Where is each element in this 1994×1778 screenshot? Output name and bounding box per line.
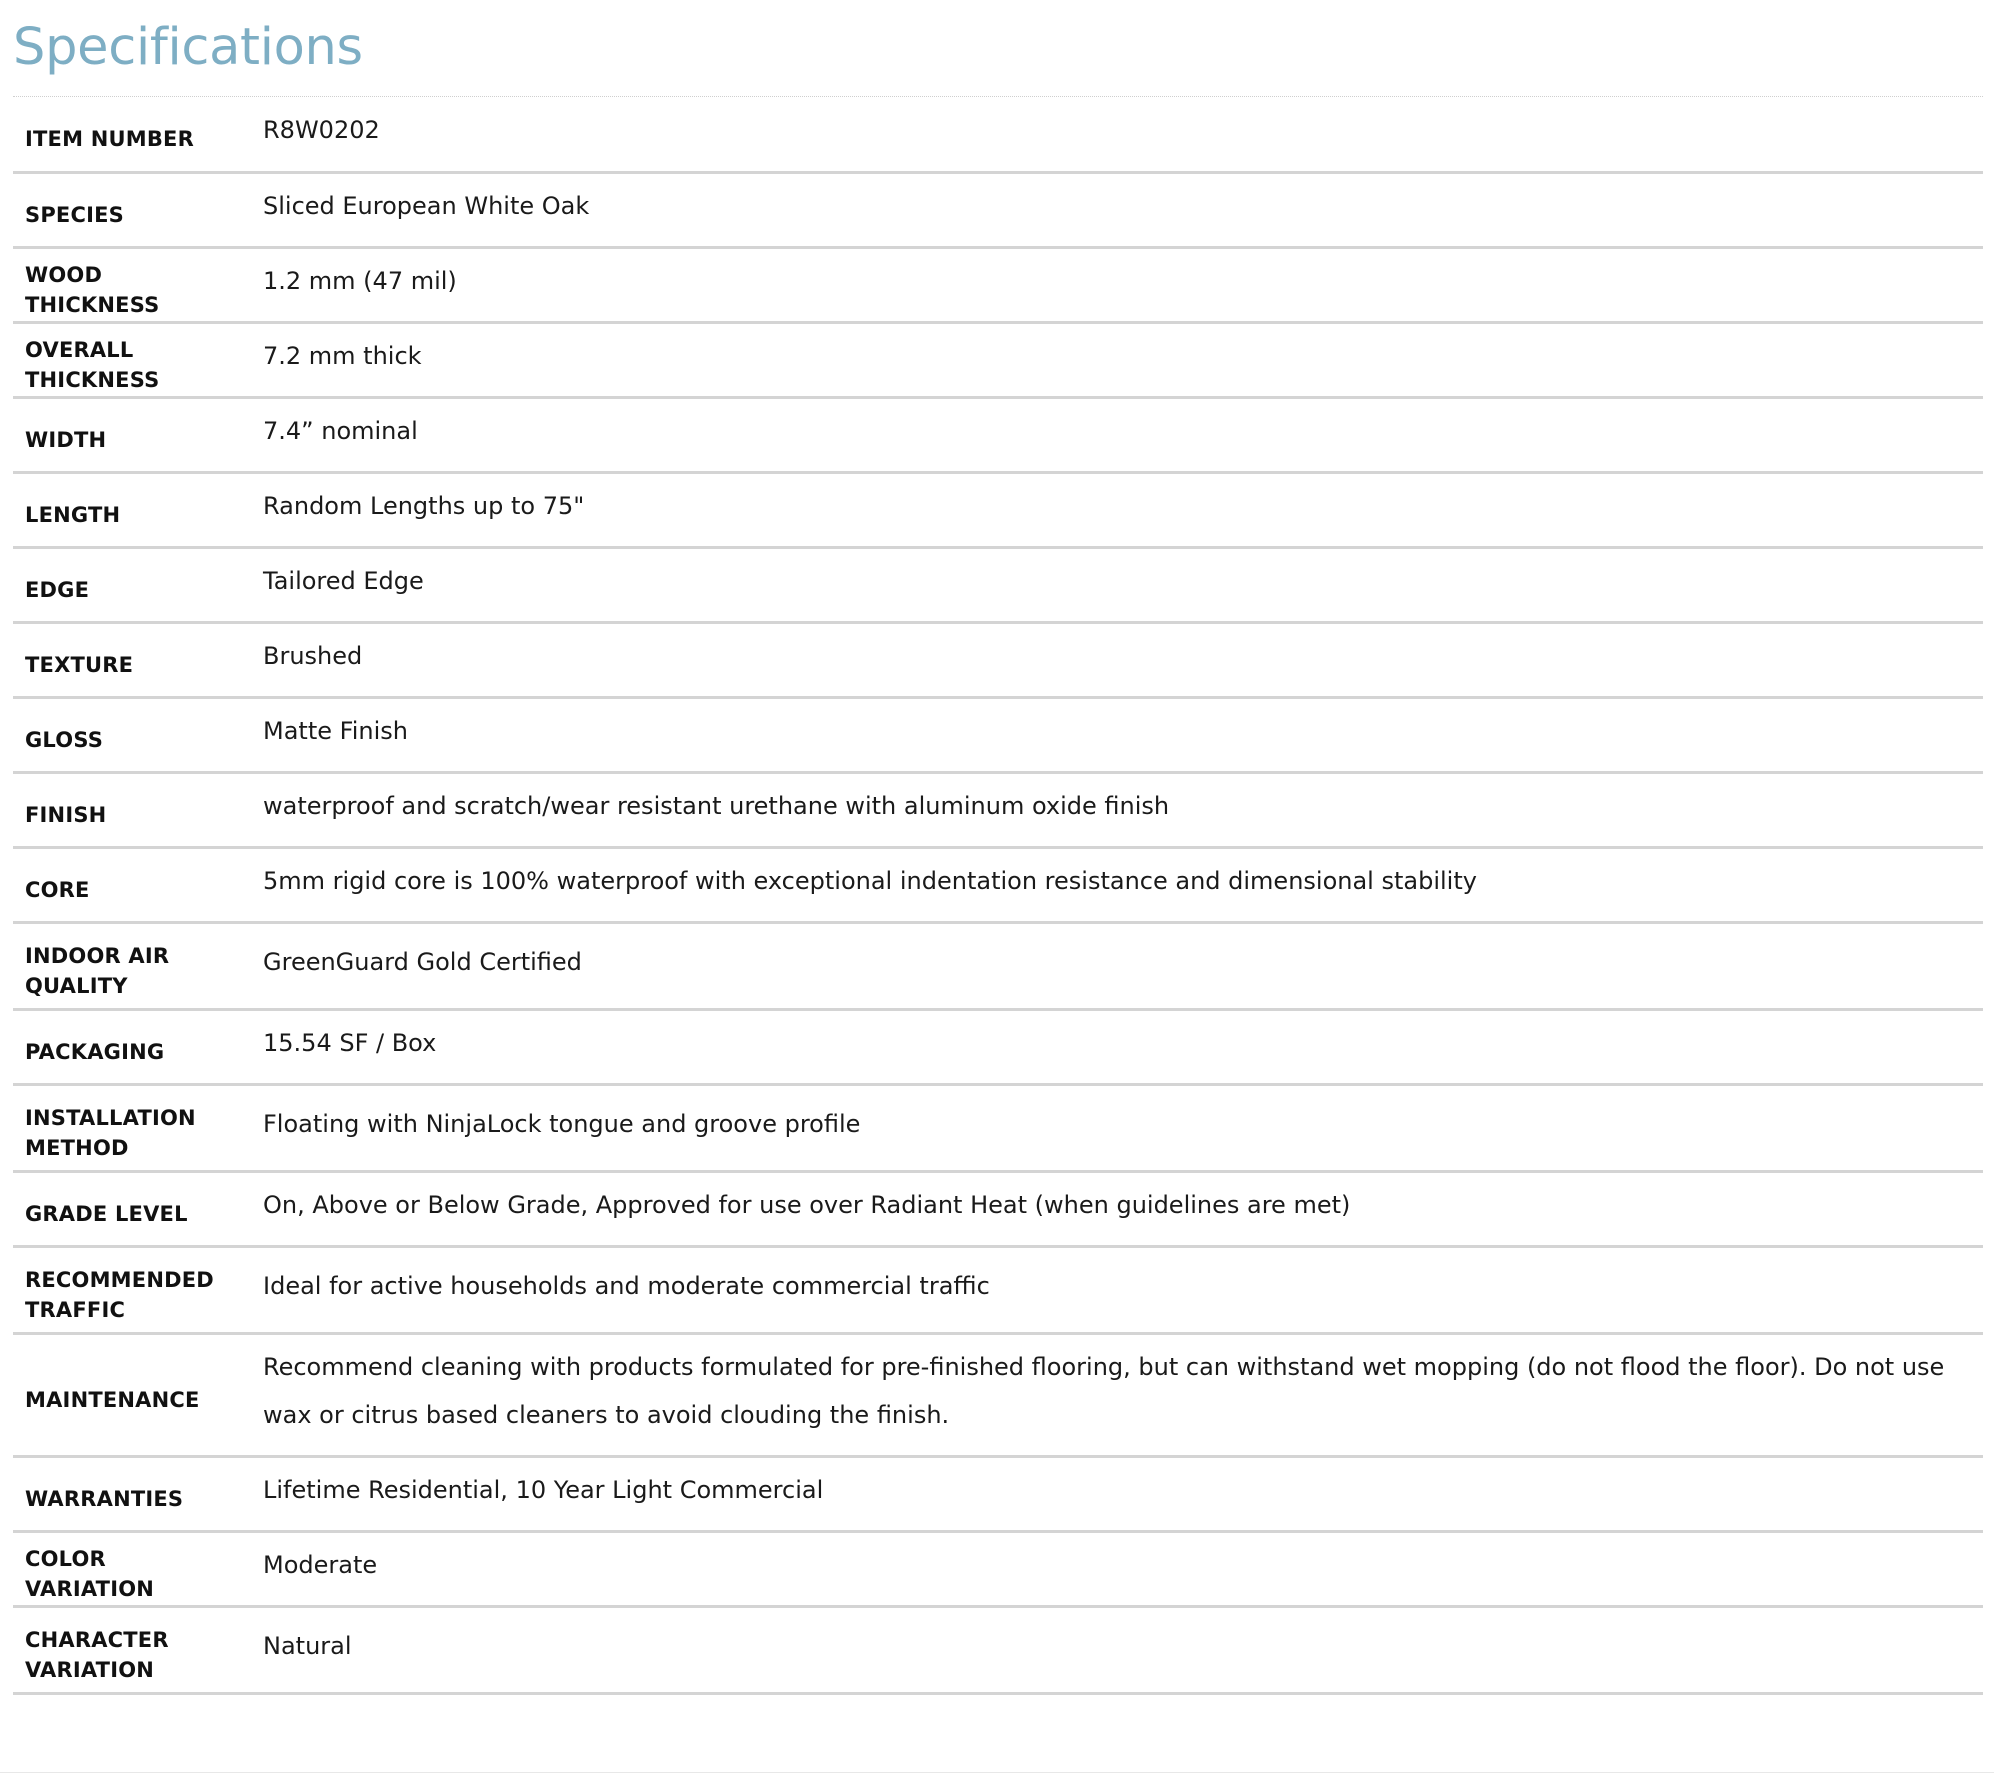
- spec-value: Ideal for active households and moderate commercial traffic: [263, 1271, 990, 1300]
- spec-label: INSTALLATION METHOD: [25, 1105, 196, 1160]
- spec-row-item-number: [13, 97, 1983, 172]
- spec-value: 7.2 mm thick: [263, 341, 422, 370]
- spec-row-width: [13, 397, 1983, 472]
- spec-value: Lifetime Residential, 10 Year Light Commercial: [263, 1475, 824, 1504]
- spec-value: On, Above or Below Grade, Approved for use over Radiant Heat (when guidelines are met): [263, 1190, 1351, 1219]
- spec-value: waterproof and scratch/wear resistant urethane with aluminum oxide finish: [263, 791, 1170, 820]
- spec-row-wood-thickness: [13, 247, 1983, 322]
- spec-label: WOOD THICKNESS: [25, 262, 160, 317]
- spec-label: PACKAGING: [25, 1039, 165, 1064]
- spec-label: SPECIES: [25, 202, 124, 227]
- spec-label: LENGTH: [25, 502, 121, 527]
- spec-row-warranties: [13, 1456, 1983, 1531]
- spec-value: Sliced European White Oak: [263, 191, 590, 220]
- spec-label: GLOSS: [25, 727, 104, 752]
- spec-label: WARRANTIES: [25, 1486, 184, 1511]
- spec-label: MAINTENANCE: [25, 1387, 200, 1412]
- spec-value: Moderate: [263, 1550, 378, 1579]
- spec-value: Floating with NinjaLock tongue and groove profile: [263, 1109, 861, 1138]
- spec-label: COLOR VARIATION: [25, 1546, 155, 1601]
- spec-label: EDGE: [25, 577, 90, 602]
- spec-row-gloss: [13, 697, 1983, 772]
- spec-row-texture: [13, 622, 1983, 697]
- spec-value: GreenGuard Gold Certified: [263, 947, 582, 976]
- spec-row-length: [13, 472, 1983, 547]
- spec-row-character-variation: [13, 1606, 1983, 1693]
- spec-row-recommended-traffic: [13, 1246, 1983, 1333]
- spec-label: CORE: [25, 877, 90, 902]
- spec-row-finish: [13, 772, 1983, 847]
- specifications-table: [13, 97, 1983, 1695]
- section-title: Specifications: [13, 18, 363, 77]
- spec-row-installation-method: [13, 1084, 1983, 1171]
- spec-row-indoor-air-quality: [13, 922, 1983, 1009]
- spec-label: ITEM NUMBER: [25, 126, 194, 151]
- spec-label: INDOOR AIR QUALITY: [25, 943, 170, 998]
- spec-row-packaging: [13, 1009, 1983, 1084]
- spec-value: 5mm rigid core is 100% waterproof with exceptional indentation resistance and dimensional stability: [263, 866, 1477, 895]
- spec-label: OVERALL THICKNESS: [25, 337, 160, 392]
- spec-label: RECOMMENDED TRAFFIC: [25, 1267, 214, 1322]
- spec-label: CHARACTER VARIATION: [25, 1627, 169, 1682]
- spec-value: Brushed: [263, 641, 363, 670]
- spec-value: 15.54 SF / Box: [263, 1028, 437, 1057]
- spec-label: TEXTURE: [25, 652, 134, 677]
- page-bottom-divider: [0, 1772, 1994, 1773]
- spec-label: WIDTH: [25, 427, 107, 452]
- spec-row-species: [13, 172, 1983, 247]
- spec-row-grade-level: [13, 1171, 1983, 1246]
- spec-value: Recommend cleaning with products formulated for pre-finished flooring, but can withstand wet mopping (do not flood the floor). Do not use wax or citrus based cleaners to avoid clouding the finish.: [263, 1352, 1945, 1429]
- spec-row-color-variation: [13, 1531, 1983, 1606]
- spec-value: Tailored Edge: [263, 566, 424, 595]
- spec-label: GRADE LEVEL: [25, 1201, 188, 1226]
- spec-label: FINISH: [25, 802, 107, 827]
- spec-row-maintenance: [13, 1333, 1983, 1456]
- spec-row-edge: [13, 547, 1983, 622]
- spec-value: R8W0202: [263, 115, 380, 144]
- spec-value: Random Lengths up to 75": [263, 491, 585, 520]
- spec-value: Natural: [263, 1631, 352, 1660]
- spec-value: Matte Finish: [263, 716, 408, 745]
- spec-value: 7.4” nominal: [263, 416, 418, 445]
- specifications-section: [13, 0, 1983, 1695]
- spec-row-core: [13, 847, 1983, 922]
- spec-row-overall-thickness: [13, 322, 1983, 397]
- spec-value: 1.2 mm (47 mil): [263, 266, 457, 295]
